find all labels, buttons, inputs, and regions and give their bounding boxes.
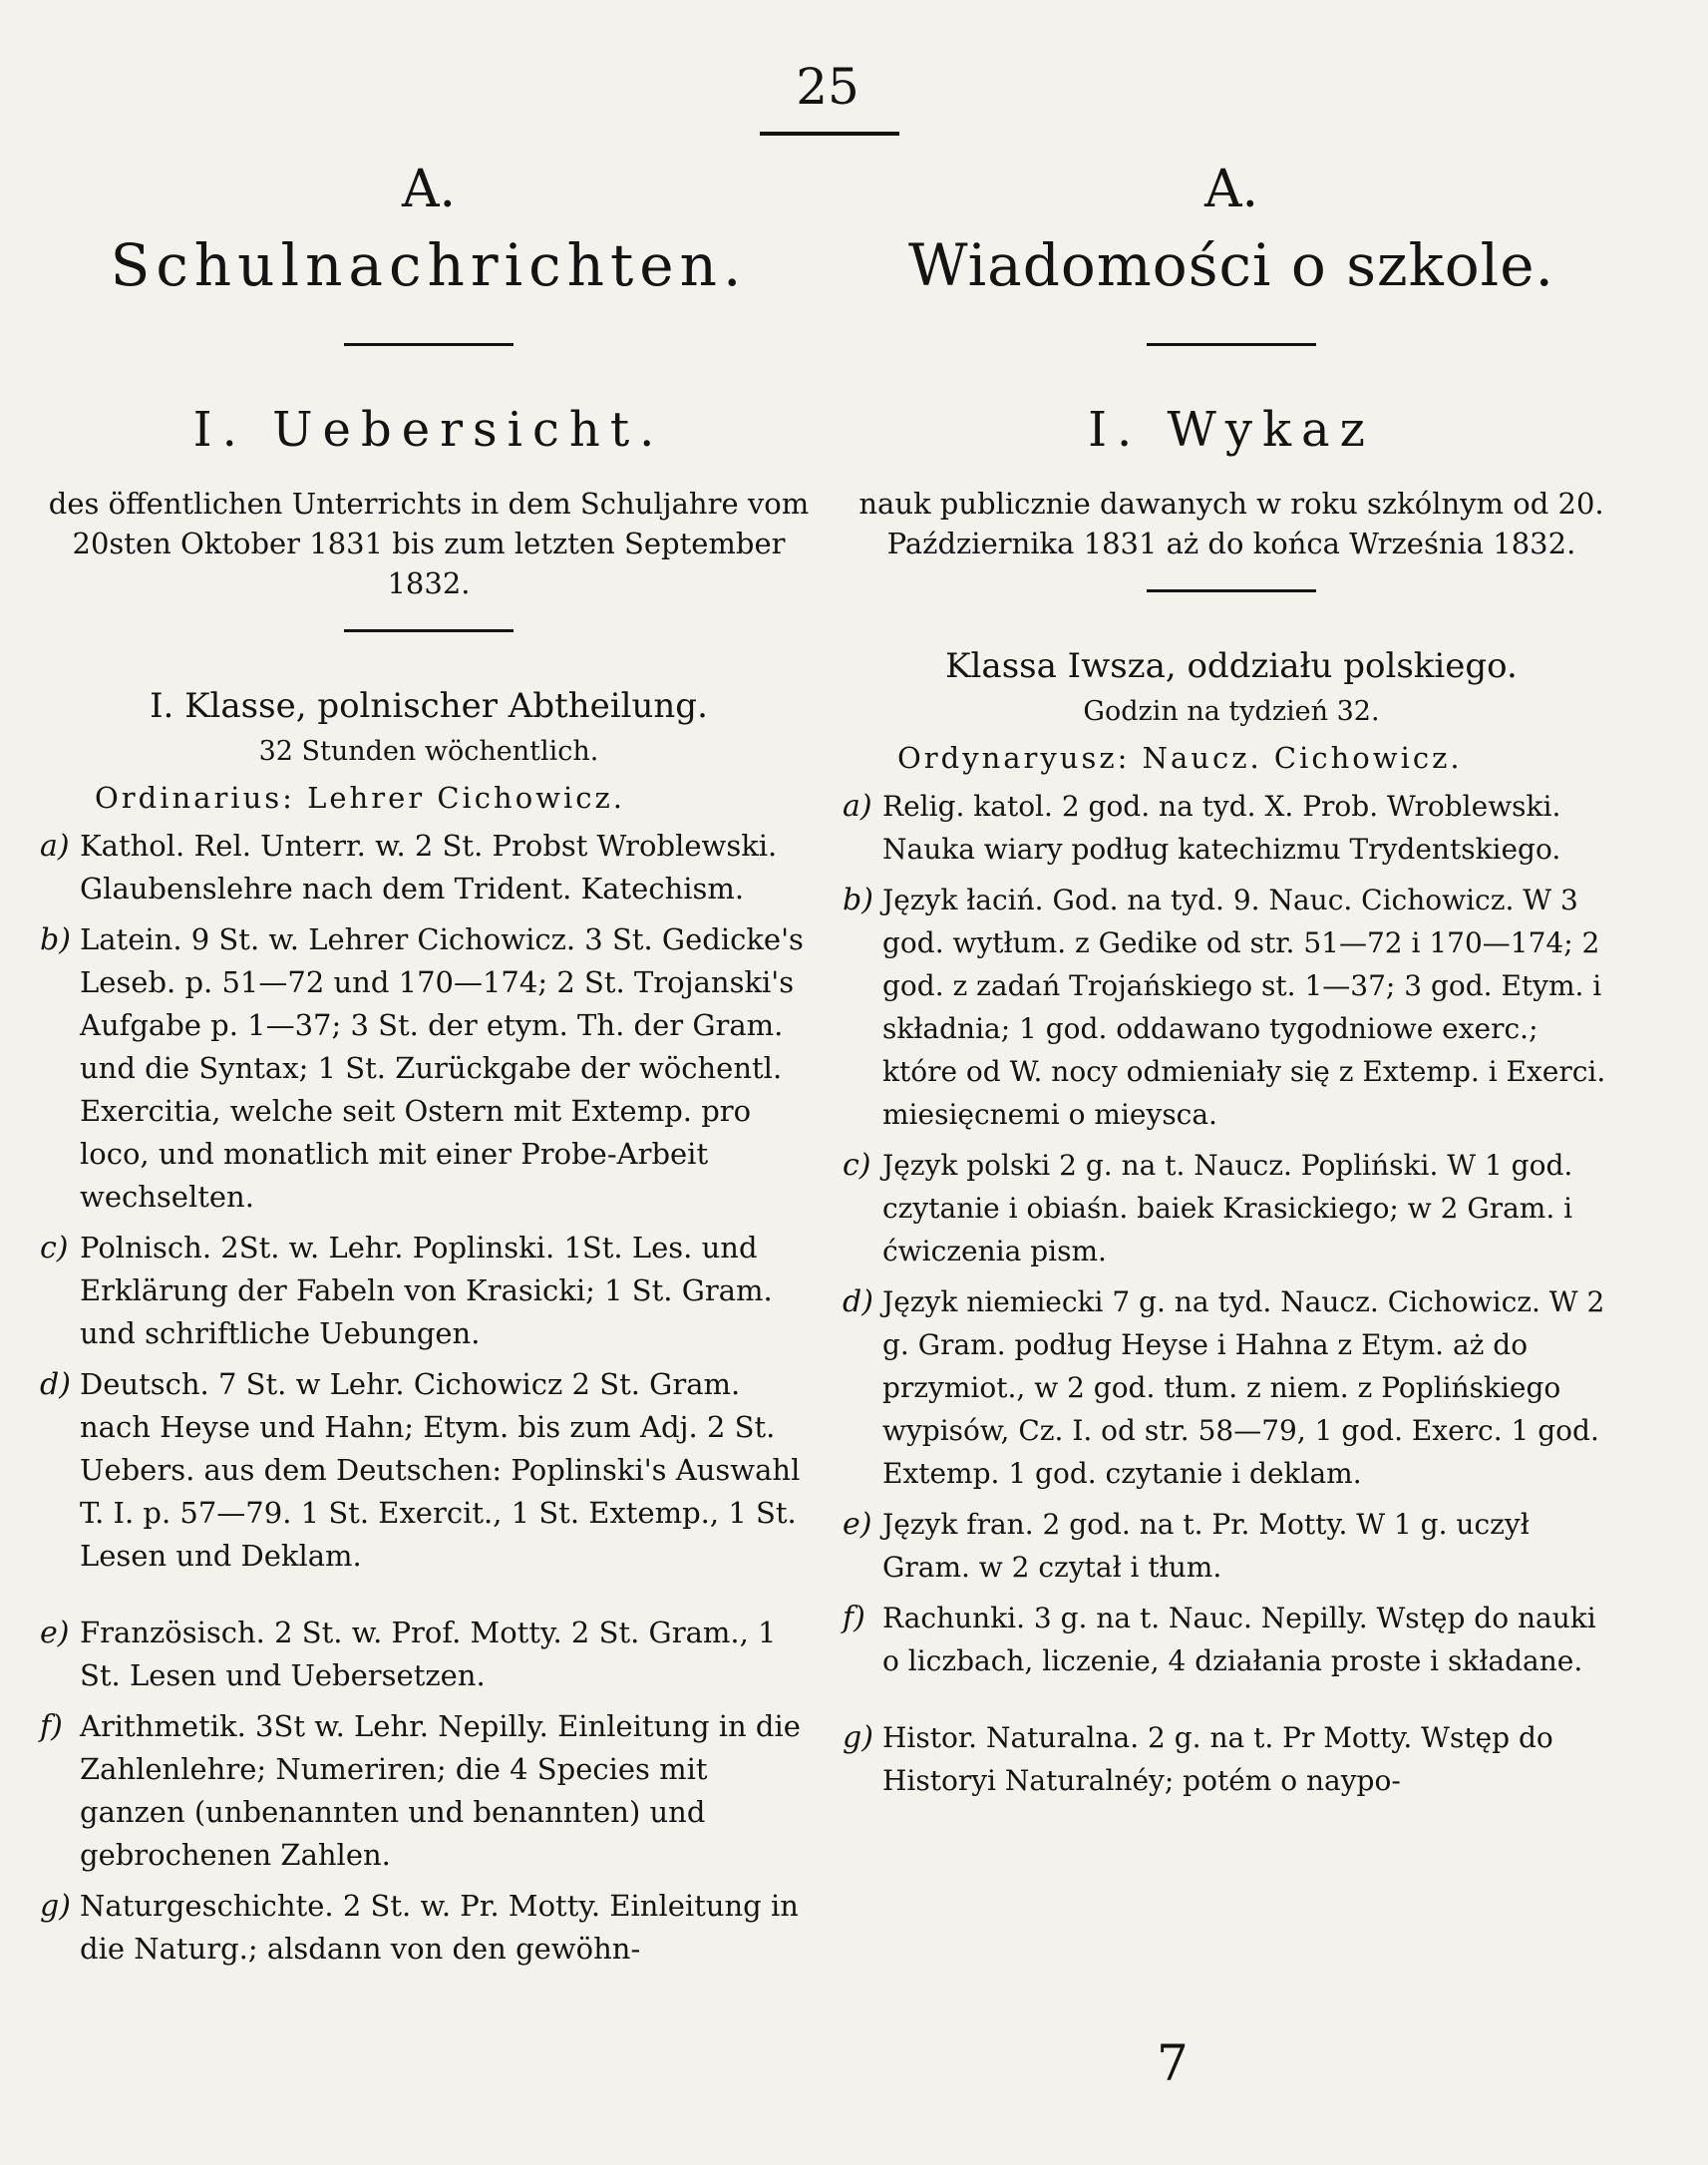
sub-description: nauk publicznie dawanych w roku szkólnym od 20. Października 1831 aż do końca Września 1832. — [858, 487, 1604, 560]
item-text: Język polski 2 g. na t. Naucz. Popliński. W 1 god. czytanie i obiaśn. baiek Krasickiego; w 2 Gram. i ćwiczenia pism. — [882, 1149, 1573, 1267]
subject-item — [40, 825, 818, 910]
ordinarius: Ordinarius: Lehrer Cichowicz. — [95, 781, 626, 815]
subject-item — [40, 1612, 818, 1697]
item-label: a) — [40, 829, 70, 864]
item-text: Französisch. 2 St. w. Prof. Motty. 2 St. Gram., 1 St. Lesen und Uebersetzen. — [80, 1616, 777, 1692]
item-text: Relig. katol. 2 god. na tyd. X. Prob. Wroblewski. Nauka wiary podług katechizmu Trydentskiego. — [882, 790, 1561, 866]
page-number: 25 — [796, 58, 859, 116]
subject-item — [40, 918, 818, 1219]
ordinarius: Ordynaryusz: Naucz. Cichowicz. — [897, 741, 1463, 775]
item-label: e) — [40, 1616, 70, 1650]
item-label: b) — [40, 922, 71, 957]
page-number-rule — [760, 132, 899, 136]
item-text: Język fran. 2 god. na t. Pr. Motty. W 1 g. uczył Gram. w 2 czytał i tłum. — [882, 1508, 1530, 1584]
subject-item — [843, 785, 1620, 871]
section-letter: A. — [1203, 160, 1259, 219]
item-label: d) — [40, 1367, 71, 1402]
subject-item — [843, 1144, 1620, 1272]
item-label: f) — [40, 1709, 63, 1744]
subject-item — [843, 1716, 1620, 1802]
subject-list — [40, 825, 818, 1971]
item-label: a) — [843, 789, 872, 824]
weekly-hours: Godzin na tydzień 32. — [1083, 696, 1380, 727]
subject-item — [843, 879, 1620, 1136]
item-text: Deutsch. 7 St. w Lehr. Cichowicz 2 St. Gram. nach Heyse und Hahn; Etym. bis zum Adj. 2 St. Uebers. aus dem Deutschen: Poplinski's Auswahl T. I. p. 57—79. 1 St. Exercit., 1 St. Extemp., 1 St. Lesen und Deklam. — [80, 1367, 801, 1573]
item-label: g) — [40, 1889, 71, 1924]
item-text: Histor. Naturalna. 2 g. na t. Pr Motty. Wstęp do Historyi Naturalnéy; potém o naypo- — [882, 1721, 1553, 1797]
item-label: d) — [843, 1284, 873, 1319]
item-text: Rachunki. 3 g. na t. Nauc. Nepilly. Wstęp do nauki o liczbach, liczenie, 4 działania proste i składane. — [882, 1602, 1596, 1677]
item-text: Naturgeschichte. 2 St. w. Pr. Motty. Einleitung in die Naturg.; alsdann von den gewöhn- — [80, 1889, 799, 1966]
class-heading: Klassa Iwsza, oddziału polskiego. — [945, 646, 1518, 686]
sub-title: I. Uebersicht. — [192, 402, 665, 458]
subject-item — [40, 1885, 818, 1971]
divider — [344, 629, 513, 632]
polish-column — [843, 150, 1620, 1810]
item-label: c) — [843, 1148, 871, 1183]
sub-title: I. Wykaz — [1088, 402, 1375, 458]
item-label: e) — [843, 1507, 872, 1542]
german-column — [40, 150, 818, 1979]
item-text: Język niemiecki 7 g. na tyd. Naucz. Cichowicz. W 2 g. Gram. podług Heyse i Hahna z Etym. aż do przymiot., w 2 god. tłum. z niem. z Poplińskiego wypisów, Cz. I. od str. 58—79, 1 god. Exerc. 1 god. Extemp. 1 god. czytanie i deklam. — [882, 1285, 1605, 1490]
signature-mark: 7 — [1157, 2034, 1189, 2092]
subject-list — [843, 785, 1620, 1802]
item-label: c) — [40, 1231, 69, 1265]
section-title: Wiadomości o szkole. — [908, 231, 1554, 299]
item-label: f) — [843, 1601, 865, 1635]
item-text: Polnisch. 2St. w. Lehr. Poplinski. 1St. Les. und Erklärung der Fabeln von Krasicki; 1 St. Gram. und schriftliche Uebungen. — [80, 1231, 773, 1350]
divider — [1147, 589, 1316, 592]
section-title: Schulnachrichten. — [110, 231, 748, 299]
item-text: Język łaciń. God. na tyd. 9. Nauc. Cichowicz. W 3 god. wytłum. z Gedike od str. 51—72 i 170—174; 2 god. z zadań Trojańskiego st. 1—37; 3 god. Etym. i składnia; 1 god. oddawano tygodniowe exerc.; które od W. nocy odmieniały się z Extemp. i Exerci. miesięcnemi o mieysca. — [882, 884, 1606, 1131]
subject-item — [40, 1227, 818, 1355]
subject-item — [843, 1597, 1620, 1682]
subject-item — [40, 1363, 818, 1578]
item-text: Latein. 9 St. w. Lehrer Cichowicz. 3 St. Gedicke's Leseb. p. 51—72 und 170—174; 2 St. Trojanski's Aufgabe p. 1—37; 3 St. der etym. Th. der Gram. und die Syntax; 1 St. Zurückgabe der wöchentl. Exercitia, welche seit Ostern mit Extemp. pro loco, und monatlich mit einer Probe-Arbeit wechselten. — [80, 922, 804, 1214]
item-label: b) — [843, 883, 873, 917]
divider — [1147, 343, 1316, 346]
weekly-hours: 32 Stunden wöchentlich. — [258, 736, 599, 767]
item-label: g) — [843, 1720, 873, 1755]
subject-item — [40, 1705, 818, 1877]
section-letter: A. — [401, 160, 457, 219]
item-text: Arithmetik. 3St w. Lehr. Nepilly. Einleitung in die Zahlenlehre; Numeriren; die 4 Species mit ganzen (unbenannten und benannten) und gebrochenen Zahlen. — [80, 1709, 801, 1872]
subject-item — [843, 1280, 1620, 1495]
sub-description: des öffentlichen Unterrichts in dem Schuljahre vom 20sten Oktober 1831 bis zum letzten September 1832. — [48, 487, 810, 600]
subject-item — [843, 1503, 1620, 1589]
class-heading: I. Klasse, polnischer Abtheilung. — [150, 686, 708, 726]
item-text: Kathol. Rel. Unterr. w. 2 St. Probst Wroblewski. Glaubenslehre nach dem Trident. Katechism. — [80, 829, 778, 905]
divider — [344, 343, 513, 346]
